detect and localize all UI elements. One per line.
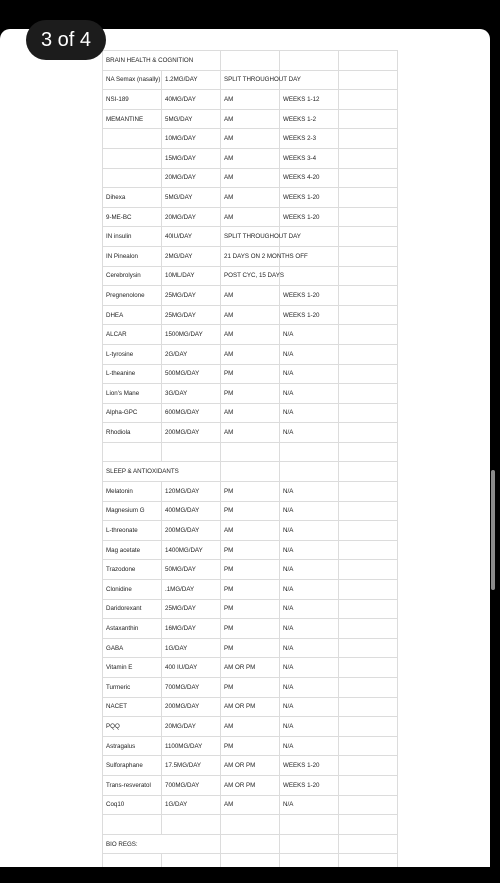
supplement-name-cell: IN insulin xyxy=(103,227,162,247)
table-cell-empty xyxy=(162,815,221,835)
dose-cell: 25MG/DAY xyxy=(162,286,221,306)
supplement-name-cell: NACET xyxy=(103,697,162,717)
table-row xyxy=(103,266,398,286)
table-row xyxy=(103,599,398,619)
table-cell-empty xyxy=(339,325,398,345)
table-row xyxy=(103,540,398,560)
table-row xyxy=(103,305,398,325)
dose-cell: 3G/DAY xyxy=(162,384,221,404)
table-cell-empty xyxy=(339,442,398,462)
duration-cell xyxy=(280,266,339,286)
dose-cell: 20MG/DAY xyxy=(162,168,221,188)
duration-cell: WEEKS 1-12 xyxy=(280,90,339,110)
duration-cell: N/A xyxy=(280,423,339,443)
table-cell-empty xyxy=(339,51,398,71)
duration-cell: N/A xyxy=(280,580,339,600)
supplement-name-cell: Melatonin xyxy=(103,482,162,502)
duration-cell: WEEKS 3-4 xyxy=(280,148,339,168)
dose-cell: 700MG/DAY xyxy=(162,678,221,698)
timing-cell: AM xyxy=(221,423,280,443)
supplement-name-cell: NA Semax (nasally) xyxy=(103,70,162,90)
table-row xyxy=(103,286,398,306)
table-cell-empty xyxy=(339,403,398,423)
table-cell-empty xyxy=(339,70,398,90)
table-cell-empty xyxy=(221,834,280,854)
supplement-name-cell: DHEA xyxy=(103,305,162,325)
table-cell-empty xyxy=(339,246,398,266)
table-cell-empty xyxy=(103,442,162,462)
dose-cell: 200MG/DAY xyxy=(162,697,221,717)
table-cell-empty xyxy=(339,736,398,756)
dose-cell: 1G/DAY xyxy=(162,638,221,658)
timing-cell: AM xyxy=(221,148,280,168)
duration-cell: WEEKS 1-20 xyxy=(280,188,339,208)
duration-cell: N/A xyxy=(280,736,339,756)
supplement-name-cell: Lion's Mane xyxy=(103,384,162,404)
table-cell-empty xyxy=(280,462,339,482)
table-cell-empty xyxy=(280,834,339,854)
table-cell-empty xyxy=(221,442,280,462)
supplement-name-cell: Rhodiola xyxy=(103,423,162,443)
section-title: SLEEP & ANTIOXIDANTS xyxy=(103,462,221,482)
dose-cell: 2MG/DAY xyxy=(162,246,221,266)
supplement-name-cell: MEMANTINE xyxy=(103,109,162,129)
supplement-name-cell: L-theanine xyxy=(103,364,162,384)
supplement-name-cell: Mag acetate xyxy=(103,540,162,560)
supplement-name-cell xyxy=(103,148,162,168)
dose-cell: 10MG/DAY xyxy=(162,129,221,149)
table-row-blank xyxy=(103,854,398,867)
table-row xyxy=(103,697,398,717)
timing-cell: SPLIT THROUGHOUT DAY xyxy=(221,70,280,90)
supplement-name-cell: Vitamin E xyxy=(103,658,162,678)
dose-cell: 50MG/DAY xyxy=(162,560,221,580)
duration-cell: N/A xyxy=(280,403,339,423)
supplement-name-cell: Cerebrolysin xyxy=(103,266,162,286)
timing-cell: AM xyxy=(221,344,280,364)
supplement-name-cell: Alpha-GPC xyxy=(103,403,162,423)
table-row xyxy=(103,168,398,188)
table-cell-empty xyxy=(162,854,221,867)
table-row xyxy=(103,344,398,364)
dose-cell: 400MG/DAY xyxy=(162,501,221,521)
dose-cell: 200MG/DAY xyxy=(162,521,221,541)
table-row xyxy=(103,560,398,580)
duration-cell: N/A xyxy=(280,795,339,815)
table-row xyxy=(103,482,398,502)
table-row xyxy=(103,423,398,443)
supplement-name-cell: Trans-resveratol xyxy=(103,775,162,795)
table-row xyxy=(103,717,398,737)
table-row xyxy=(103,227,398,247)
dose-cell: 120MG/DAY xyxy=(162,482,221,502)
section-header-row xyxy=(103,834,398,854)
timing-cell: PM xyxy=(221,599,280,619)
timing-cell: AM xyxy=(221,129,280,149)
table-cell-empty xyxy=(339,854,398,867)
timing-cell: AM xyxy=(221,207,280,227)
table-cell-empty xyxy=(339,462,398,482)
timing-cell: AM xyxy=(221,717,280,737)
section-title: BIO REGS: xyxy=(103,834,221,854)
timing-cell: PM xyxy=(221,482,280,502)
dose-cell: 10ML/DAY xyxy=(162,266,221,286)
supplement-name-cell: Astaxanthin xyxy=(103,619,162,639)
supplement-name-cell: Turmeric xyxy=(103,678,162,698)
timing-cell: AM xyxy=(221,325,280,345)
dose-cell: 700MG/DAY xyxy=(162,775,221,795)
supplement-name-cell: Dihexa xyxy=(103,188,162,208)
table-cell-empty xyxy=(339,638,398,658)
table-cell-empty xyxy=(339,227,398,247)
timing-cell: PM xyxy=(221,364,280,384)
table-cell-empty xyxy=(339,521,398,541)
timing-cell: PM xyxy=(221,736,280,756)
timing-cell: SPLIT THROUGHOUT DAY xyxy=(221,227,280,247)
supplement-name-cell xyxy=(103,129,162,149)
table-cell-empty xyxy=(339,344,398,364)
supplement-name-cell: 9-ME-BC xyxy=(103,207,162,227)
timing-cell: AM xyxy=(221,795,280,815)
table-cell-empty xyxy=(339,501,398,521)
table-cell-empty xyxy=(339,482,398,502)
table-cell-empty xyxy=(339,540,398,560)
table-cell-empty xyxy=(339,658,398,678)
table-cell-empty xyxy=(162,442,221,462)
table-cell-empty xyxy=(339,207,398,227)
duration-cell: N/A xyxy=(280,501,339,521)
table-row xyxy=(103,325,398,345)
table-row xyxy=(103,90,398,110)
table-cell-empty xyxy=(339,599,398,619)
dose-cell: 1.2MG/DAY xyxy=(162,70,221,90)
timing-cell: AM xyxy=(221,286,280,306)
dose-cell: .1MG/DAY xyxy=(162,580,221,600)
duration-cell: N/A xyxy=(280,658,339,678)
timing-cell: PM xyxy=(221,580,280,600)
duration-cell: N/A xyxy=(280,325,339,345)
table-cell-empty xyxy=(339,775,398,795)
table-cell-empty xyxy=(339,148,398,168)
supplement-name-cell: NSI-189 xyxy=(103,90,162,110)
table-cell-empty xyxy=(221,462,280,482)
section-header-row xyxy=(103,462,398,482)
table-row xyxy=(103,501,398,521)
supplement-name-cell: Coq10 xyxy=(103,795,162,815)
scrollbar-thumb[interactable] xyxy=(491,470,495,590)
table-row xyxy=(103,580,398,600)
table-row xyxy=(103,188,398,208)
timing-cell: POST CYC, 15 DAYS xyxy=(221,266,280,286)
dose-cell: 17.5MG/DAY xyxy=(162,756,221,776)
duration-cell: N/A xyxy=(280,717,339,737)
duration-cell: WEEKS 4-20 xyxy=(280,168,339,188)
dose-cell: 600MG/DAY xyxy=(162,403,221,423)
dose-cell: 500MG/DAY xyxy=(162,364,221,384)
table-cell-empty xyxy=(339,795,398,815)
supplement-table xyxy=(102,50,398,867)
table-row xyxy=(103,109,398,129)
dose-cell: 1400MG/DAY xyxy=(162,540,221,560)
timing-cell: PM xyxy=(221,678,280,698)
timing-cell: PM xyxy=(221,619,280,639)
duration-cell: N/A xyxy=(280,540,339,560)
table-cell-empty xyxy=(339,717,398,737)
dose-cell: 40IU/DAY xyxy=(162,227,221,247)
section-header-row xyxy=(103,51,398,71)
duration-cell: WEEKS 1-20 xyxy=(280,775,339,795)
supplement-name-cell: L-tyrosine xyxy=(103,344,162,364)
table-row xyxy=(103,658,398,678)
dose-cell: 1500MG/DAY xyxy=(162,325,221,345)
table-row xyxy=(103,678,398,698)
dose-cell: 40MG/DAY xyxy=(162,90,221,110)
table-cell-empty xyxy=(221,854,280,867)
table-cell-empty xyxy=(280,51,339,71)
dose-cell: 15MG/DAY xyxy=(162,148,221,168)
dose-cell: 25MG/DAY xyxy=(162,599,221,619)
dose-cell: 20MG/DAY xyxy=(162,717,221,737)
duration-cell: N/A xyxy=(280,560,339,580)
timing-cell: AM xyxy=(221,403,280,423)
timing-cell: PM xyxy=(221,560,280,580)
timing-cell: AM OR PM xyxy=(221,658,280,678)
duration-cell: N/A xyxy=(280,521,339,541)
table-row xyxy=(103,246,398,266)
table-row xyxy=(103,521,398,541)
supplement-table-body xyxy=(103,51,398,868)
table-cell-empty xyxy=(221,815,280,835)
table-cell-empty xyxy=(339,619,398,639)
table-cell-empty xyxy=(339,168,398,188)
table-row-blank xyxy=(103,442,398,462)
table-cell-empty xyxy=(339,188,398,208)
timing-cell: PM xyxy=(221,384,280,404)
table-cell-empty xyxy=(221,51,280,71)
supplement-name-cell: Daridorexant xyxy=(103,599,162,619)
table-cell-empty xyxy=(280,854,339,867)
table-row xyxy=(103,384,398,404)
duration-cell: N/A xyxy=(280,638,339,658)
table-cell-empty xyxy=(339,423,398,443)
table-cell-empty xyxy=(103,815,162,835)
timing-cell: AM xyxy=(221,521,280,541)
dose-cell: 200MG/DAY xyxy=(162,423,221,443)
dose-cell: 16MG/DAY xyxy=(162,619,221,639)
supplement-name-cell: Trazodone xyxy=(103,560,162,580)
table-cell-empty xyxy=(280,815,339,835)
duration-cell: N/A xyxy=(280,384,339,404)
supplement-name-cell: Pregnenolone xyxy=(103,286,162,306)
timing-cell: 21 DAYS ON 2 MONTHS OFF xyxy=(221,246,280,266)
timing-cell: PM xyxy=(221,540,280,560)
timing-cell: AM xyxy=(221,168,280,188)
table-row xyxy=(103,207,398,227)
duration-cell: WEEKS 1-20 xyxy=(280,207,339,227)
table-row xyxy=(103,148,398,168)
table-cell-empty xyxy=(339,109,398,129)
dose-cell: 25MG/DAY xyxy=(162,305,221,325)
duration-cell: N/A xyxy=(280,697,339,717)
supplement-name-cell xyxy=(103,168,162,188)
duration-cell: WEEKS 1-20 xyxy=(280,756,339,776)
table-cell-empty xyxy=(339,756,398,776)
timing-cell: AM xyxy=(221,90,280,110)
duration-cell: WEEKS 1-2 xyxy=(280,109,339,129)
table-row xyxy=(103,775,398,795)
supplement-name-cell: ALCAR xyxy=(103,325,162,345)
dose-cell: 5MG/DAY xyxy=(162,188,221,208)
duration-cell: N/A xyxy=(280,482,339,502)
table-row xyxy=(103,403,398,423)
supplement-name-cell: Sulforaphane xyxy=(103,756,162,776)
supplement-name-cell: L-threonate xyxy=(103,521,162,541)
table-cell-empty xyxy=(339,364,398,384)
table-cell-empty xyxy=(339,815,398,835)
dose-cell: 400 IU/DAY xyxy=(162,658,221,678)
supplement-name-cell: Astragalus xyxy=(103,736,162,756)
supplement-name-cell: Clonidine xyxy=(103,580,162,600)
table-cell-empty xyxy=(339,678,398,698)
table-row xyxy=(103,70,398,90)
supplement-name-cell: PQQ xyxy=(103,717,162,737)
table-row xyxy=(103,619,398,639)
page-indicator-badge: 3 of 4 xyxy=(26,20,106,60)
duration-cell: N/A xyxy=(280,678,339,698)
duration-cell: WEEKS 1-20 xyxy=(280,305,339,325)
timing-cell: AM xyxy=(221,109,280,129)
section-title: BRAIN HEALTH & COGNITION xyxy=(103,51,221,71)
timing-cell: AM OR PM xyxy=(221,775,280,795)
table-row xyxy=(103,129,398,149)
table-cell-empty xyxy=(339,129,398,149)
table-row xyxy=(103,756,398,776)
timing-cell: AM xyxy=(221,188,280,208)
dose-cell: 1100MG/DAY xyxy=(162,736,221,756)
table-cell-empty xyxy=(339,834,398,854)
dose-cell: 5MG/DAY xyxy=(162,109,221,129)
table-cell-empty xyxy=(339,305,398,325)
table-cell-empty xyxy=(280,442,339,462)
dose-cell: 1G/DAY xyxy=(162,795,221,815)
table-cell-empty xyxy=(339,90,398,110)
duration-cell: WEEKS 1-20 xyxy=(280,286,339,306)
table-cell-empty xyxy=(339,384,398,404)
duration-cell: N/A xyxy=(280,344,339,364)
table-row xyxy=(103,364,398,384)
table-row xyxy=(103,795,398,815)
timing-cell: AM OR PM xyxy=(221,756,280,776)
duration-cell: N/A xyxy=(280,619,339,639)
dose-cell: 20MG/DAY xyxy=(162,207,221,227)
duration-cell: WEEKS 2-3 xyxy=(280,129,339,149)
dose-cell: 2G/DAY xyxy=(162,344,221,364)
supplement-name-cell: GABA xyxy=(103,638,162,658)
table-row-blank xyxy=(103,815,398,835)
table-row xyxy=(103,638,398,658)
timing-cell: AM xyxy=(221,305,280,325)
table-cell-empty xyxy=(339,266,398,286)
table-cell-empty xyxy=(339,286,398,306)
timing-cell: AM OR PM xyxy=(221,697,280,717)
supplement-name-cell: IN Pinealon xyxy=(103,246,162,266)
supplement-name-cell: Magnesium G xyxy=(103,501,162,521)
duration-cell: N/A xyxy=(280,599,339,619)
table-cell-empty xyxy=(339,580,398,600)
table-cell-empty xyxy=(339,560,398,580)
duration-cell: N/A xyxy=(280,364,339,384)
table-cell-empty xyxy=(103,854,162,867)
document-page xyxy=(0,29,490,867)
table-cell-empty xyxy=(339,697,398,717)
timing-cell: PM xyxy=(221,501,280,521)
table-row xyxy=(103,736,398,756)
timing-cell: PM xyxy=(221,638,280,658)
